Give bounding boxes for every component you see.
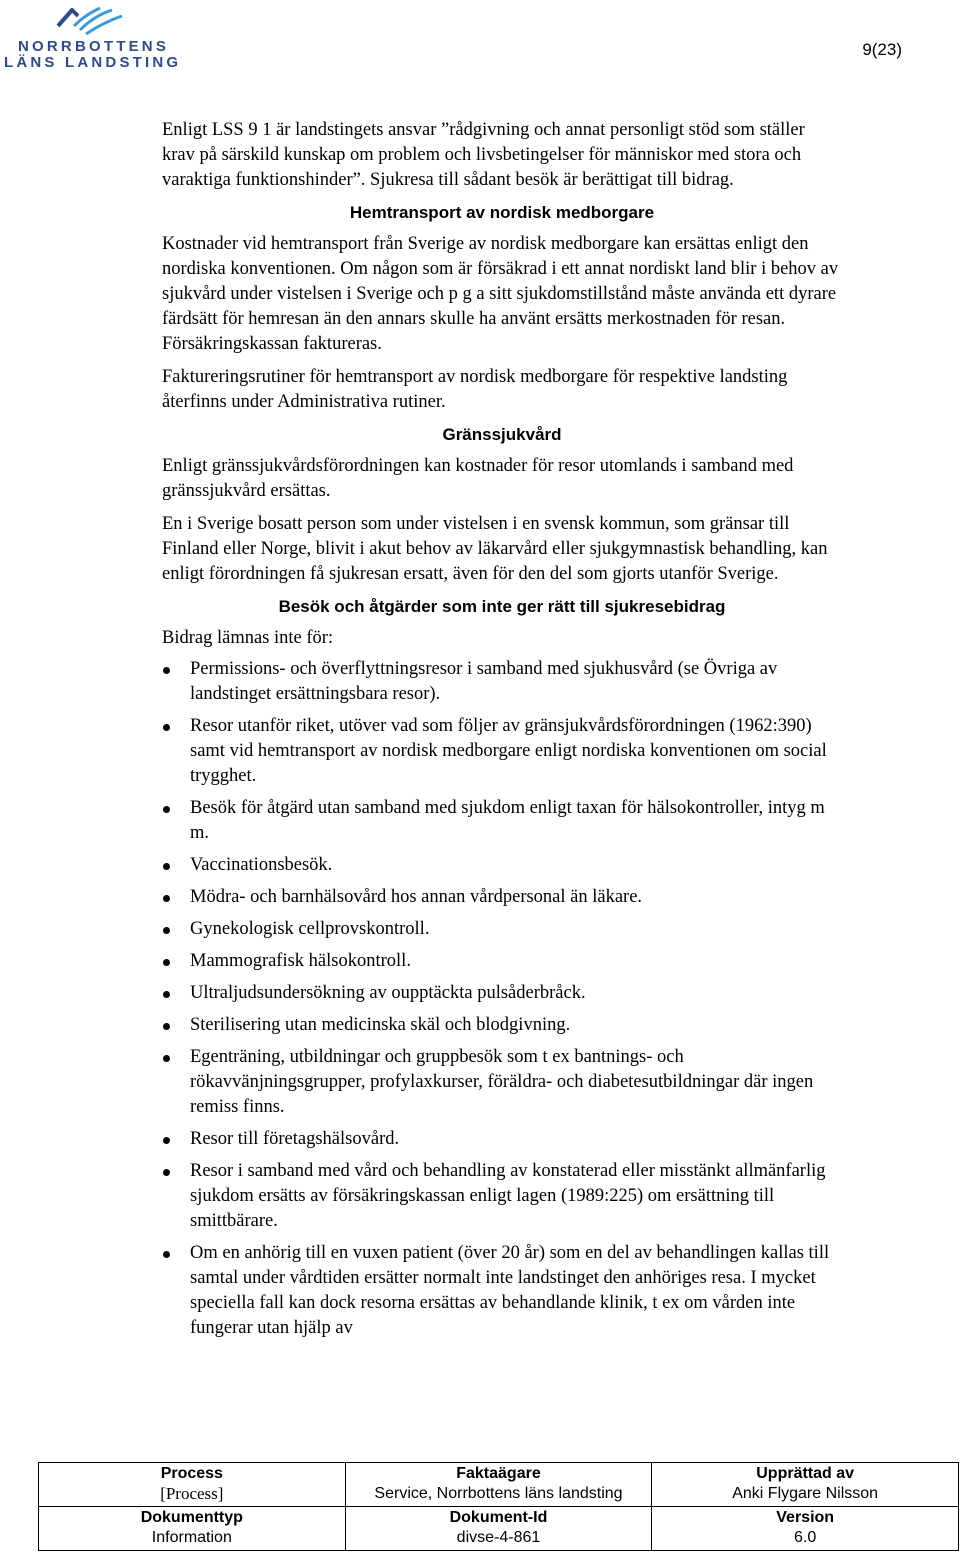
list-item: Resor utanför riket, utöver vad som följer av gränsjukvårdsförordningen (1962:390) samt vid hemtransport av nordisk medborgare enligt nordiska konventionen om social trygghet. [162,714,842,789]
footer-cell-author [652,1463,959,1507]
footer-cell-process [39,1463,346,1507]
footer-label-owner: Faktaägare [456,1465,541,1482]
list-item: Resor i samband med vård och behandling av konstaterad eller misstänkt allmänfarlig sjukdom ersätts av försäkringskassan enligt lagen (1989:225) om ersättning till smittbärare. [162,1159,842,1234]
footer-label-doctype: Dokumenttyp [140,1509,243,1526]
list-item: Vaccinationsbesök. [162,853,842,878]
list-item: Besök för åtgärd utan samband med sjukdom enligt taxan för hälsokontroller, intyg m m. [162,796,842,846]
list-item: Mödra- och barnhälsovård hos annan vårdpersonal än läkare. [162,885,842,910]
page-number: 9(23) [862,40,902,59]
logo-text-line2: LÄNS LANDSTING [4,54,182,71]
section-heading-besok: Besök och åtgärder som inte ger rätt till sjukresebidrag [278,597,726,616]
footer-label-version: Version [776,1509,835,1526]
hemtransport-paragraph-2: Faktureringsrutiner för hemtransport av nordisk medborgare för respektive landsting återfinns under Administrativa rutiner. [162,367,788,412]
list-item: Gynekologisk cellprovskontroll. [162,917,842,942]
list-item: Permissions- och överflyttningsresor i samband med sjukhusvård (se Övriga av landstinget ersättningsbara resor). [162,657,842,707]
footer-label-docid: Dokument-Id [449,1509,548,1526]
list-item: Ultraljudsundersökning av oupptäckta pulsåderbråck. [162,981,842,1006]
list-item: Egenträning, utbildningar och gruppbesök som t ex bantnings- och rökavvänjningsgrupper, profylaxkurser, föräldra- och diabetesutbildningar där ingen remiss finns. [162,1045,842,1120]
footer-cell-version [652,1507,959,1551]
footer-label-process: Process [160,1465,223,1482]
footer-value-author: Anki Flygare Nilsson [732,1485,879,1502]
footer-cell-owner [345,1463,652,1507]
besok-intro: Bidrag lämnas inte för: [162,628,334,648]
footer-value-process: [Process] [160,1484,224,1503]
footer-label-author: Upprättad av [756,1465,855,1482]
list-item: Om en anhörig till en vuxen patient (över 20 år) som en del av behandlingen kallas till samtal under vårdtiden ersätter normalt inte landstinget den anhöriges resa. I mycket speciella fall kan dock resorna ersättas av behandlande klinik, t ex om vården inte fungerar utan hjälp av [162,1241,842,1341]
list-item: Mammografisk hälsokontroll. [162,949,842,974]
section-heading-hemtransport: Hemtransport av nordisk medborgare [349,203,655,222]
list-item: Sterilisering utan medicinska skäl och blodgivning. [162,1013,842,1038]
footer-value-version: 6.0 [794,1529,817,1546]
footer-value-owner: Service, Norrbottens läns landsting [374,1485,623,1502]
list-item: Resor till företagshälsovård. [162,1127,842,1152]
footer-value-doctype: Information [151,1529,232,1546]
organization-logo [4,4,182,71]
document-footer-table [38,1462,959,1551]
exclusion-list [162,657,842,1341]
hemtransport-paragraph-1: Kostnader vid hemtransport från Sverige av nordisk medborgare kan ersättas enligt den nordiska konventionen. Om någon som är försäkrad i ett annat nordiskt land blir i behov av sjukvård under vistelsen i Sverige och p g a sitt sjukdomstillstånd måste använda ett dyrare färdsätt för hemresan än den annars skulle ha använt ersätts merkostnaden för resan. Försäkringskassan faktureras. [162,234,839,354]
section-heading-granssjukvard: Gränssjukvård [442,425,562,444]
footer-value-docid: divse-4-861 [456,1529,541,1546]
granssjukvard-paragraph-1: Enligt gränssjukvårdsförordningen kan kostnader för resor utomlands i samband med gränssjukvård ersättas. [162,456,794,501]
footer-cell-docid [345,1507,652,1551]
intro-paragraph: Enligt LSS 9 1 är landstingets ansvar ”rådgivning och annat personligt stöd som ställer krav på särskild kunskap om problem och livsbetingelser för människor med stora och varaktiga funktionshinder”. Sjukresa till sådant besök är berättigat till bidrag. [162,120,805,190]
document-body [162,118,842,1348]
granssjukvard-paragraph-2: En i Sverige bosatt person som under vistelsen i en svensk kommun, som gränsar till Finland eller Norge, blivit i akut behov av läkarvård eller sjukgymnastisk behandling, kan enligt förordningen få sjukresan ersatt, även för den del som gjorts utanför Sverige. [162,514,828,584]
logo-text-line1: NORRBOTTENS [18,38,170,55]
footer-cell-doctype [39,1507,346,1551]
logo-mark-icon [56,4,126,36]
